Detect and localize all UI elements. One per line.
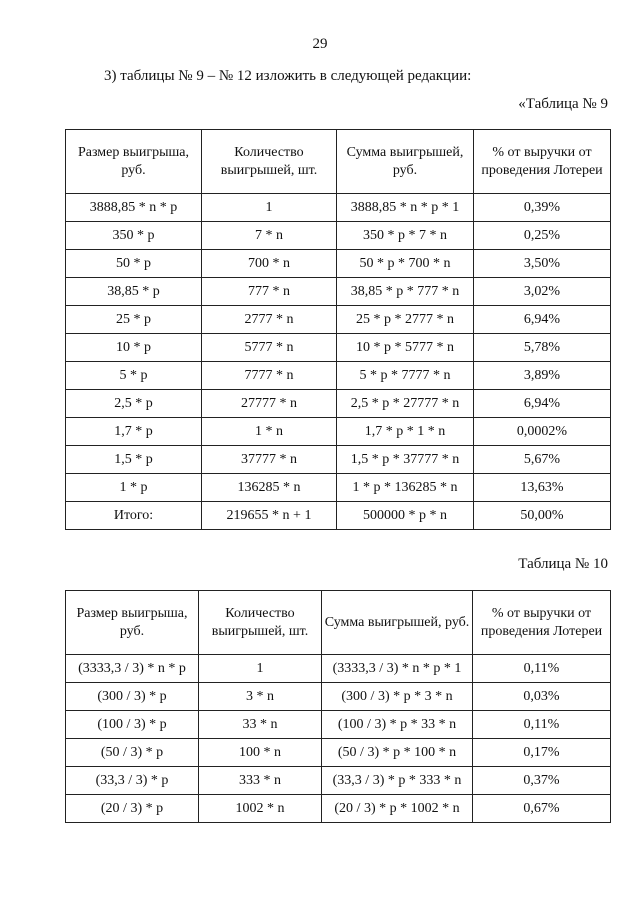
table-cell: Итого: xyxy=(66,502,202,530)
table-cell: (300 / 3) * p xyxy=(66,683,199,711)
table-cell: 10 * p xyxy=(66,334,202,362)
table-cell: 500000 * p * n xyxy=(337,502,474,530)
header-cell: Сумма выигрышей, руб. xyxy=(337,130,474,194)
table-row xyxy=(66,711,611,739)
table-cell: 33 * n xyxy=(199,711,322,739)
table-cell: 5 * p * 7777 * n xyxy=(337,362,474,390)
table-cell: (100 / 3) * p * 33 * n xyxy=(322,711,473,739)
table-cell: 2,5 * p * 27777 * n xyxy=(337,390,474,418)
table-cell: 136285 * n xyxy=(202,474,337,502)
table-cell: 1,5 * p * 37777 * n xyxy=(337,446,474,474)
table-cell: (50 / 3) * p * 100 * n xyxy=(322,739,473,767)
table-cell: 0,11% xyxy=(473,655,611,683)
table-cell: 38,85 * p xyxy=(66,278,202,306)
table-row xyxy=(66,278,611,306)
table-row xyxy=(66,362,611,390)
table-cell: 0,03% xyxy=(473,683,611,711)
table-cell: 1,7 * p * 1 * n xyxy=(337,418,474,446)
table-cell: 3,50% xyxy=(474,250,611,278)
table-cell: 5,67% xyxy=(474,446,611,474)
table-cell: 0,17% xyxy=(473,739,611,767)
table-cell: 5,78% xyxy=(474,334,611,362)
table-row xyxy=(66,767,611,795)
table-cell: 2,5 * p xyxy=(66,390,202,418)
header-cell: Размер выигрыша, руб. xyxy=(66,130,202,194)
table-cell: 2777 * n xyxy=(202,306,337,334)
table-cell: (3333,3 / 3) * n * p xyxy=(66,655,199,683)
table-cell: 50 * p * 700 * n xyxy=(337,250,474,278)
intro-text: 3) таблицы № 9 – № 12 изложить в следующей редакции: xyxy=(104,68,472,84)
table-cell: 25 * p * 2777 * n xyxy=(337,306,474,334)
table-cell: 3888,85 * n * p * 1 xyxy=(337,194,474,222)
table-row xyxy=(66,474,611,502)
table-cell: 10 * p * 5777 * n xyxy=(337,334,474,362)
table-cell: 1 * p * 136285 * n xyxy=(337,474,474,502)
table-cell: 0,67% xyxy=(473,795,611,823)
header-cell: Размер выигрыша, руб. xyxy=(66,591,199,655)
table-cell: 3,02% xyxy=(474,278,611,306)
table-row xyxy=(66,418,611,446)
table-cell: 3888,85 * n * p xyxy=(66,194,202,222)
table-row xyxy=(66,502,611,530)
table-cell: 38,85 * p * 777 * n xyxy=(337,278,474,306)
table-row xyxy=(66,683,611,711)
table-cell: (33,3 / 3) * p * 333 * n xyxy=(322,767,473,795)
table-cell: 7777 * n xyxy=(202,362,337,390)
table-cell: 777 * n xyxy=(202,278,337,306)
table-cell: 37777 * n xyxy=(202,446,337,474)
header-cell: Количество выигрышей, шт. xyxy=(202,130,337,194)
table-cell: (300 / 3) * p * 3 * n xyxy=(322,683,473,711)
table-cell: 700 * n xyxy=(202,250,337,278)
table-cell: (100 / 3) * p xyxy=(66,711,199,739)
table-cell: 25 * p xyxy=(66,306,202,334)
table-cell: 27777 * n xyxy=(202,390,337,418)
table-cell: 1 xyxy=(199,655,322,683)
header-cell: Сумма выигрышей, руб. xyxy=(322,591,473,655)
table-row xyxy=(66,306,611,334)
table-cell: 6,94% xyxy=(474,306,611,334)
table-cell: 350 * p * 7 * n xyxy=(337,222,474,250)
table-row xyxy=(66,334,611,362)
table-cell: 3 * n xyxy=(199,683,322,711)
table-cell: 333 * n xyxy=(199,767,322,795)
table-9-caption: «Таблица № 9 xyxy=(518,96,608,112)
table-cell: 1002 * n xyxy=(199,795,322,823)
table-cell: 7 * n xyxy=(202,222,337,250)
table-cell: 350 * p xyxy=(66,222,202,250)
table-cell: 0,37% xyxy=(473,767,611,795)
table-cell: (50 / 3) * p xyxy=(66,739,199,767)
table-cell: 0,11% xyxy=(473,711,611,739)
table-row xyxy=(66,739,611,767)
table-row xyxy=(66,795,611,823)
table-row xyxy=(66,250,611,278)
table-cell: 1 * p xyxy=(66,474,202,502)
header-cell: Количество выигрышей, шт. xyxy=(199,591,322,655)
header-cell: % от выручки от проведения Лотереи xyxy=(473,591,611,655)
table-cell: 100 * n xyxy=(199,739,322,767)
table-cell: 1,7 * p xyxy=(66,418,202,446)
table-10-caption: Таблица № 10 xyxy=(518,556,608,572)
table-10-body xyxy=(66,655,611,823)
table-cell: (33,3 / 3) * p xyxy=(66,767,199,795)
table-row xyxy=(66,446,611,474)
table-cell: 6,94% xyxy=(474,390,611,418)
table-cell: 0,25% xyxy=(474,222,611,250)
table-cell: 50 * p xyxy=(66,250,202,278)
table-cell: 13,63% xyxy=(474,474,611,502)
table-cell: (20 / 3) * p xyxy=(66,795,199,823)
table-cell: 5 * p xyxy=(66,362,202,390)
table-cell: 1,5 * p xyxy=(66,446,202,474)
table-cell: 3,89% xyxy=(474,362,611,390)
prize-table-9 xyxy=(65,129,611,530)
table-cell: 50,00% xyxy=(474,502,611,530)
prize-table-10 xyxy=(65,590,611,823)
table-row xyxy=(66,390,611,418)
table-cell: 5777 * n xyxy=(202,334,337,362)
table-header-row xyxy=(66,130,611,194)
table-cell: (3333,3 / 3) * n * p * 1 xyxy=(322,655,473,683)
table-cell: 0,39% xyxy=(474,194,611,222)
table-cell: 0,0002% xyxy=(474,418,611,446)
table-cell: (20 / 3) * p * 1002 * n xyxy=(322,795,473,823)
table-row xyxy=(66,194,611,222)
table-header-row xyxy=(66,591,611,655)
table-row xyxy=(66,222,611,250)
table-row xyxy=(66,655,611,683)
table-cell: 1 xyxy=(202,194,337,222)
table-9-body xyxy=(66,194,611,530)
header-cell: % от выручки от проведения Лотереи xyxy=(474,130,611,194)
table-cell: 1 * n xyxy=(202,418,337,446)
page-number: 29 xyxy=(312,36,328,52)
table-cell: 219655 * n + 1 xyxy=(202,502,337,530)
